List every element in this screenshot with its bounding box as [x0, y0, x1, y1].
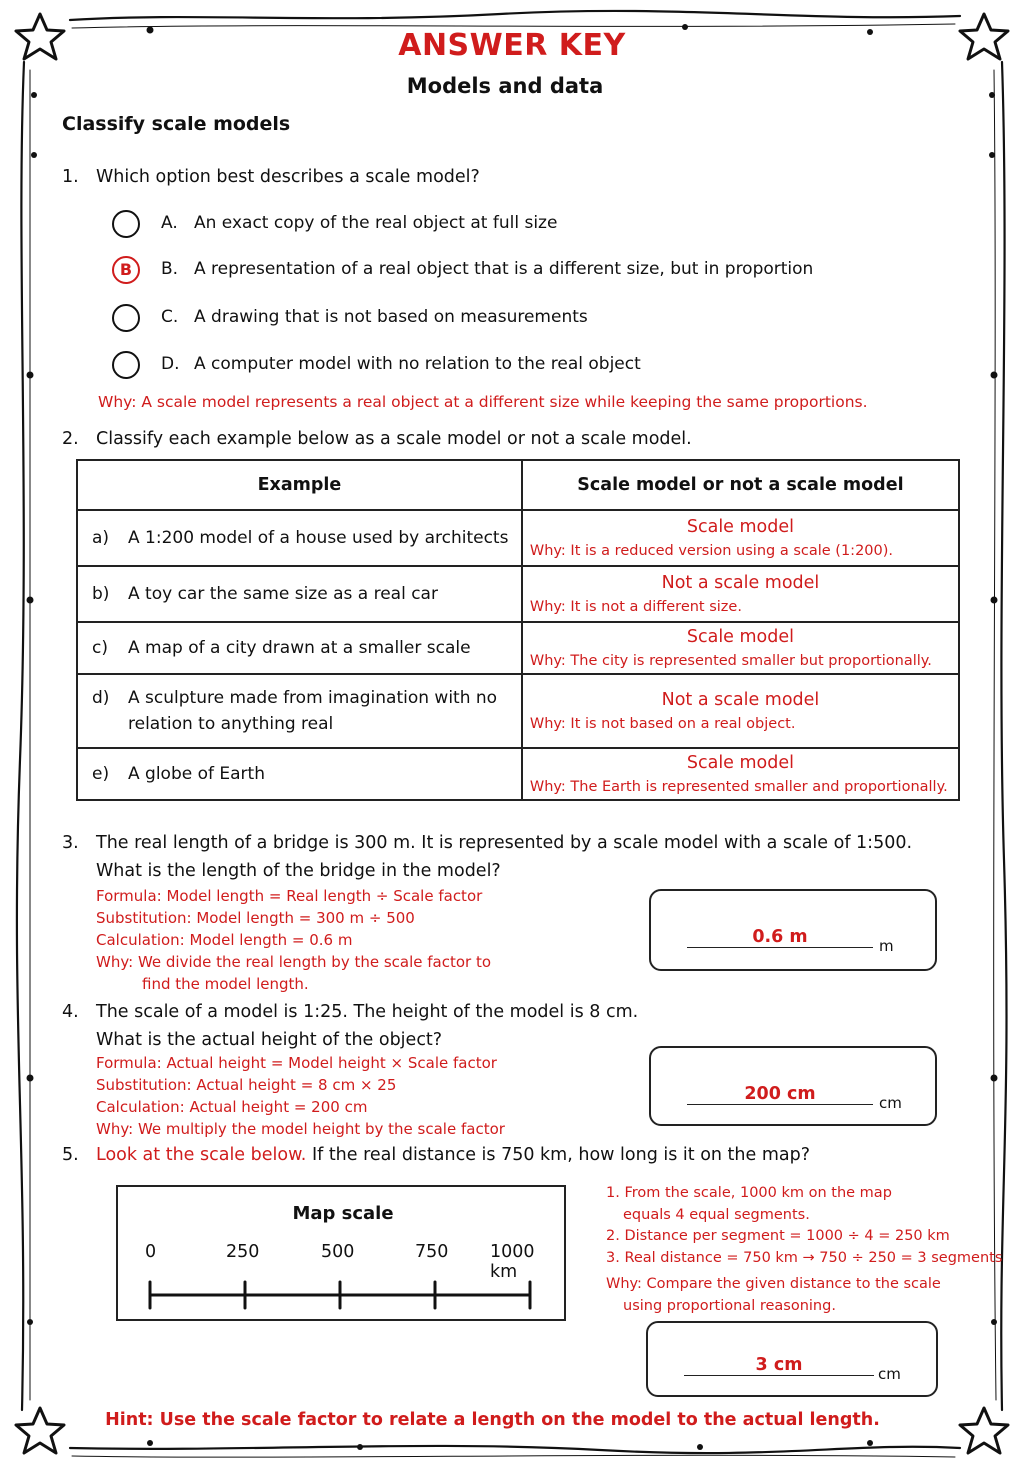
why-line: Why: Compare the given distance to the scale: [606, 1276, 941, 1292]
example-text: A toy car the same size as a real car: [128, 584, 438, 604]
column-header-example: Example: [77, 460, 522, 510]
work-line: find the model length.: [142, 975, 309, 993]
q4-answer-box[interactable]: [649, 1046, 937, 1126]
step-line: 1. From the scale, 1000 km on the map: [606, 1185, 892, 1201]
question-5: [62, 1145, 810, 1165]
question-number: 4.: [62, 1002, 79, 1022]
answer-reason: Why: It is not a different size.: [529, 599, 742, 615]
question-number: 1.: [62, 167, 79, 187]
work-line: Formula: Model length = Real length ÷ Scale factor: [96, 887, 483, 905]
scale-tick-label: 500: [321, 1242, 355, 1262]
example-cell: [77, 510, 522, 566]
question-number: 5.: [62, 1145, 79, 1165]
example-cell: [77, 566, 522, 622]
row-letter: e): [92, 764, 110, 784]
q4-worked-solution: [96, 1052, 505, 1140]
page-title: ANSWER KEY: [398, 28, 626, 63]
answer-label: Scale model: [686, 753, 794, 773]
example-text: A sculpture made from imagination with no relation to anything real: [128, 688, 498, 734]
work-line: Why: We divide the real length by the scale factor to: [96, 953, 492, 971]
example-text: A map of a city drawn at a smaller scale: [128, 638, 471, 658]
answer-cell: [522, 566, 959, 622]
option-text: A representation of a real object that is a different size, but in proportion: [194, 259, 814, 279]
row-letter: a): [92, 528, 110, 548]
why-line: using proportional reasoning.: [623, 1297, 836, 1314]
example-cell: [77, 748, 522, 800]
question-number: 2.: [62, 429, 79, 449]
option-text: An exact copy of the real object at full size: [194, 213, 558, 233]
option-text: A computer model with no relation to the real object: [194, 354, 641, 374]
work-line: Substitution: Model length = 300 m ÷ 500: [96, 909, 415, 927]
question-prompt: The scale of a model is 1:25. The height of the model is 8 cm.: [96, 1002, 639, 1022]
classification-table: [76, 459, 960, 801]
row-letter: c): [92, 638, 108, 658]
question-prompt-lead: Look at the scale below.: [96, 1145, 307, 1165]
row-letter: b): [92, 584, 110, 604]
answer-unit: cm: [879, 1094, 902, 1112]
answer-reason: Why: The city is represented smaller but proportionally.: [529, 653, 932, 669]
answer-value[interactable]: 3 cm: [684, 1355, 874, 1376]
option-letter: D.: [161, 354, 180, 374]
example-text: A 1:200 model of a house used by architects: [128, 528, 509, 548]
scale-tick-label: 1000 km: [490, 1242, 535, 1282]
q5-solution-steps: [606, 1183, 1002, 1317]
question-prompt: Which option best describes a scale model?: [96, 167, 480, 187]
answer-cell: [522, 674, 959, 748]
table-row: [77, 622, 959, 674]
answer-label: Not a scale model: [661, 573, 820, 593]
table-header-row: [77, 460, 959, 510]
work-line: Why: We multiply the model height by the scale factor: [96, 1120, 505, 1138]
answer-label: Scale model: [686, 517, 794, 537]
option-letter: B.: [161, 259, 179, 279]
q5-answer-box[interactable]: [646, 1321, 938, 1397]
answer-unit: m: [879, 937, 894, 955]
option-text: A drawing that is not based on measurements: [194, 307, 588, 327]
answer-cell: [522, 748, 959, 800]
answer-reason: Why: It is a reduced version using a scale (1:200).: [529, 543, 894, 559]
question-number: 3.: [62, 833, 79, 853]
scale-bar: [118, 1187, 568, 1323]
example-cell: [77, 622, 522, 674]
question-prompt: If the real distance is 750 km, how long is it on the map?: [311, 1145, 811, 1165]
question-3: [62, 829, 962, 885]
option-letter: A.: [161, 213, 178, 233]
radio-circle[interactable]: [112, 210, 140, 238]
map-scale-title: Map scale: [292, 1203, 394, 1224]
table-row: [77, 748, 959, 800]
q3-answer-box[interactable]: [649, 889, 937, 971]
q3-worked-solution: [96, 885, 491, 995]
table-row: [77, 510, 959, 566]
work-line: Formula: Actual height = Model height × Scale factor: [96, 1054, 497, 1072]
map-scale-box: [116, 1185, 566, 1321]
answer-value[interactable]: 0.6 m: [687, 927, 873, 948]
question-prompt: What is the length of the bridge in the model?: [96, 861, 501, 881]
section-title: Classify scale models: [62, 113, 291, 135]
column-header-answer: Scale model or not a scale model: [522, 460, 959, 510]
example-cell: [77, 674, 522, 748]
step-line: 3. Real distance = 750 km → 750 ÷ 250 = 3 segments: [606, 1249, 1003, 1266]
answer-cell: [522, 510, 959, 566]
scale-tick-label: 0: [145, 1242, 157, 1262]
hint-text: Hint: Use the scale factor to relate a length on the model to the actual length.: [105, 1410, 880, 1430]
question-prompt: Classify each example below as a scale model or not a scale model.: [96, 429, 692, 449]
answer-value[interactable]: 200 cm: [687, 1084, 873, 1105]
table-row: [77, 566, 959, 622]
scale-tick-label: 750: [415, 1242, 449, 1262]
scale-tick-label: 250: [226, 1242, 260, 1262]
answer-reason: Why: It is not based on a real object.: [529, 716, 796, 732]
answer-label: Not a scale model: [661, 690, 820, 710]
answer-unit: cm: [878, 1365, 901, 1383]
answer-label: Scale model: [686, 627, 794, 647]
radio-circle[interactable]: [112, 304, 140, 332]
answer-cell: [522, 622, 959, 674]
work-line: Calculation: Model length = 0.6 m: [96, 931, 353, 949]
selected-answer-mark[interactable]: B: [112, 256, 140, 284]
question-prompt: What is the actual height of the object?: [96, 1030, 443, 1050]
work-line: Calculation: Actual height = 200 cm: [96, 1098, 368, 1116]
row-letter: d): [92, 688, 110, 708]
answer-reason: Why: The Earth is represented smaller and proportionally.: [529, 779, 948, 795]
radio-circle[interactable]: [112, 351, 140, 379]
step-line: equals 4 equal segments.: [623, 1206, 810, 1223]
example-text: A globe of Earth: [128, 764, 265, 784]
page-subtitle: Models and data: [406, 74, 604, 98]
work-line: Substitution: Actual height = 8 cm × 25: [96, 1076, 397, 1094]
q1-explanation: Why: A scale model represents a real object at a different size while keeping the same proportions.: [98, 393, 868, 411]
question-prompt: The real length of a bridge is 300 m. It is represented by a scale model with a scale of 1:500.: [96, 833, 913, 853]
step-line: 2. Distance per segment = 1000 ÷ 4 = 250 km: [606, 1228, 950, 1244]
table-row: [77, 674, 959, 748]
option-letter: C.: [161, 307, 179, 327]
